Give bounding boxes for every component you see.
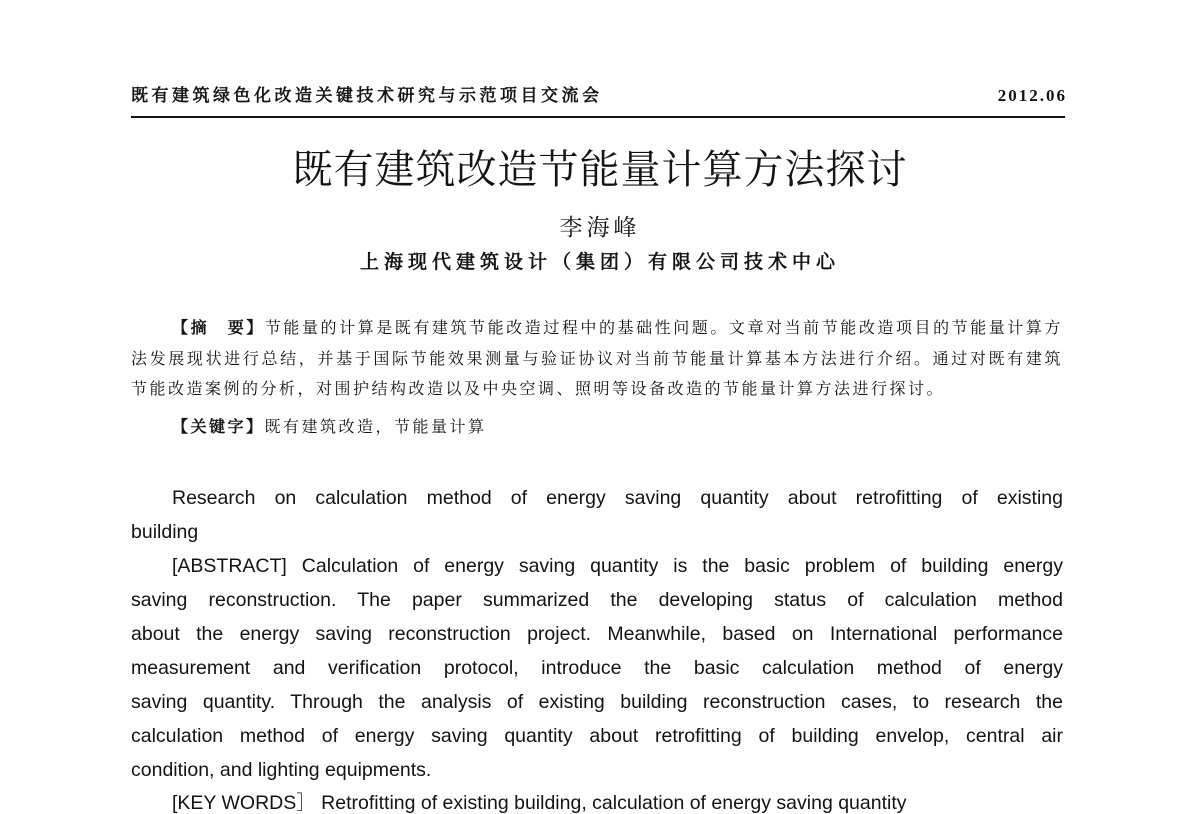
abstract-en-label: [ABSTRACT]: [172, 555, 287, 577]
keywords-english: [172, 793, 907, 813]
english-title-line: building: [131, 521, 199, 543]
abstract-en-line: about the energy saving reconstruction project. Meanwhile, based on International performance: [131, 623, 1063, 645]
abstract-en-line: calculation method of energy saving quantity about retrofitting of building envelop, central air: [131, 725, 1063, 747]
running-header-conference: 既有建筑绿色化改造关键技术研究与示范项目交流会: [131, 86, 603, 106]
abstract-cn-line: 法发展现状进行总结，并基于国际节能效果测量与验证协议对当前节能量计算基本方法进行介绍。通过对既有建筑: [131, 348, 1063, 368]
abstract-en-text: Calculation of energy saving quantity is the basic problem of building energy: [301, 555, 1063, 577]
english-title-line: Research on calculation method of energy saving quantity about retrofitting of existing: [172, 487, 1063, 509]
paper-title: 既有建筑改造节能量计算方法探讨: [292, 147, 908, 193]
keywords-cn-label: 【关键字】: [172, 417, 265, 436]
abstract-en-line: saving reconstruction. The paper summarized the developing status of calculation method: [131, 589, 1063, 611]
abstract-en-line: [131, 549, 1063, 583]
keywords-en-text: Retrofitting of existing building, calculation of energy saving quantity: [321, 792, 907, 814]
abstract-chinese: [131, 313, 1063, 405]
running-header-date: 2012.06: [997, 86, 1067, 105]
abstract-en-line: condition, and lighting equipments.: [131, 759, 432, 781]
abstract-en-line: measurement and verification protocol, introduce the basic calculation method of energy: [131, 657, 1063, 679]
keywords-chinese: [172, 412, 487, 442]
abstract-cn-text: 节能量的计算是既有建筑节能改造过程中的基础性问题。文章对当前节能改造项目的节能量计算方: [264, 318, 1063, 337]
abstract-cn-line: 节能改造案例的分析，对围护结构改造以及中央空调、照明等设备改造的节能量计算方法进行探讨。: [131, 379, 946, 398]
keywords-cn-text: 既有建筑改造，节能量计算: [264, 417, 487, 436]
abstract-cn-label: 【摘 要】: [172, 318, 265, 337]
english-abstract-section: [131, 481, 1063, 787]
abstract-en-line: saving quantity. Through the analysis of existing building reconstruction cases, to research the: [131, 691, 1063, 713]
abstract-cn-line: [131, 313, 1063, 344]
author-affiliation: 上海现代建筑设计（集团）有限公司技术中心: [359, 251, 840, 273]
keywords-en-label: [KEY WORDS］: [172, 792, 316, 814]
author-name: 李海峰: [559, 215, 641, 241]
header-divider: [131, 116, 1065, 118]
